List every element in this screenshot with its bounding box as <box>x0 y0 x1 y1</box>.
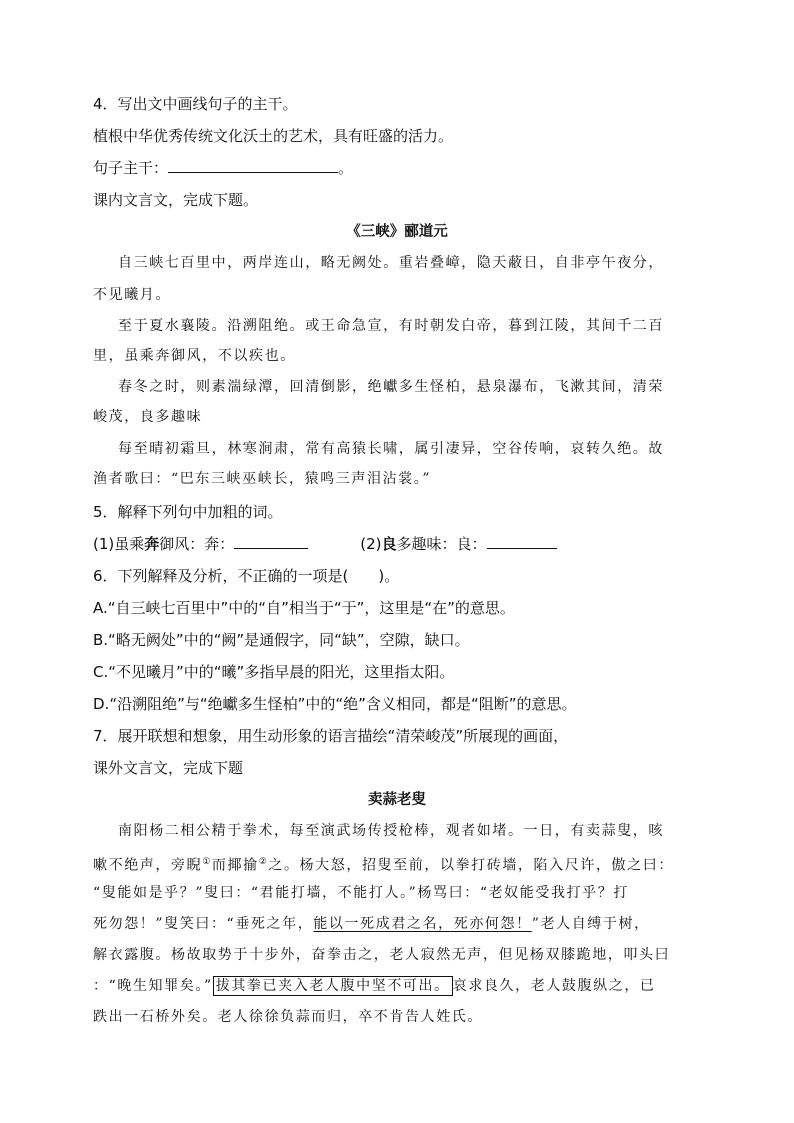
passage2-line3: “叟能如是乎？”叟曰：“君能打墙，不能打人。”杨骂曰：“老奴能受我打乎？打 <box>93 885 629 901</box>
q6-option-a: A.“自三峡七百里中”中的“自”相当于“于”，这里是“在”的意思。 <box>93 599 515 617</box>
q4-answer-blank[interactable] <box>168 158 338 173</box>
q6-option-b: B.“略无阙处”中的“阙”是通假字，同“缺”，空隙，缺口。 <box>93 631 470 649</box>
passage1-para4-line1: 每至晴初霜旦，林寒涧肃，常有高猿长啸，属引凄异，空谷传响，哀转久绝。故 <box>118 441 664 457</box>
q4-answer-line <box>93 158 713 178</box>
passage2-line2-c: 之。杨大怒，招叟至前，以拳打砖墙，陷入尺许，傲之曰： <box>268 857 674 874</box>
q5-item1-bold-word: 奔 <box>144 535 160 553</box>
q5-item1-prefix: (1)虽乘 <box>93 535 145 553</box>
q5-prompt: 5．解释下列句中加粗的词。 <box>93 503 283 521</box>
section2-intro: 课外文言文，完成下题 <box>93 759 244 777</box>
passage1-para1-line1: 自三峡七百里中，两岸连山，略无阙处。重岩叠嶂，隐天蔽日，自非亭午夜分， <box>118 255 664 271</box>
passage2-line1: 南阳杨二相公精于拳术，每至演武场传授枪棒，观者如堵。一日，有卖蒜叟，咳 <box>118 823 664 839</box>
passage2-line5: 解衣露腹。杨故取势于十步外，奋拳击之，老人寂然无声，但见杨双膝跪地，叩头曰 <box>93 947 671 963</box>
q4-answer-end: 。 <box>338 159 354 177</box>
q6-option-d: D.“沿溯阻绝”与“绝巘多生怪柏”中的“绝”含义相同，都是“阻断”的意思。 <box>93 695 577 713</box>
passage1-para4-line2: 渔者歌曰：“巴东三峡巫峡长，猿鸣三声泪沾裳。” <box>93 471 432 487</box>
passage2-line7: 跌出一石桥外矣。老人徐徐负蒜而归，卒不肯告人姓氏。 <box>93 1009 483 1025</box>
q6-option-c: C.“不见曦月”中的“曦”多指早晨的阳光，这里指太阳。 <box>93 663 455 681</box>
passage1-title: 《三峡》郦道元 <box>346 223 448 240</box>
q5-item1-blank[interactable] <box>234 534 308 549</box>
section1-intro: 课内文言文，完成下题。 <box>93 191 259 209</box>
passage1-para1-line2: 不见曦月。 <box>93 287 171 303</box>
boxed-sentence: 拔其拳已夹入老人腹中坚不可出。 <box>213 976 453 996</box>
q5-item2-blank[interactable] <box>487 534 557 549</box>
passage2-line2-a: 嗽不绝声，旁睨 <box>93 857 203 874</box>
passage1-para2-line2: 里，虽乘奔御风，不以疾也。 <box>93 348 296 364</box>
passage2-line6-b: 哀求良久，老人鼓腹纵之，已 <box>452 978 656 994</box>
q4-answer-label: 句子主干： <box>93 159 169 177</box>
passage1-para2-line1: 至于夏水襄陵。沿溯阻绝。或王命急宣，有时朝发白帝，暮到江陵，其间千二百 <box>118 318 664 334</box>
q7-prompt: 7．展开联想和想象，用生动形象的语言描绘“清荣峻茂”所展现的画面， <box>93 727 569 745</box>
q5-item1-suffix: 御风：奔： <box>159 535 235 553</box>
q4-prompt: 4．写出文中画线句子的主干。 <box>93 95 298 113</box>
passage1-para3-line1: 春冬之时，则素湍绿潭，回清倒影，绝巘多生怪柏，悬泉瀑布，飞漱其间，清荣 <box>118 379 664 395</box>
q5-item2-suffix: 多趣味：良： <box>396 535 487 553</box>
q5-item2-prefix: (2) <box>360 535 382 553</box>
passage2-line6 <box>93 976 713 996</box>
passage2-line4-b: ”老人自缚于树， <box>531 916 650 932</box>
q5-items <box>93 534 713 554</box>
passage2-line4 <box>93 914 713 934</box>
underlined-sentence: 能以一死成君之名，死亦何怨！ <box>313 916 532 932</box>
passage2-line2 <box>93 852 713 876</box>
footnote-marker-2: ② <box>258 857 269 867</box>
passage2-line2-b: 而揶揄 <box>211 857 259 874</box>
passage2-line4-a: 死勿怨！”叟笑曰：“垂死之年， <box>93 916 314 932</box>
q4-sentence: 植根中华优秀传统文化沃土的艺术，具有旺盛的活力。 <box>93 127 454 145</box>
q5-item2-bold-word: 良 <box>381 535 397 553</box>
passage2-title: 卖蒜老叟 <box>368 791 426 808</box>
passage1-para3-line2: 峻茂，良多趣味 <box>93 409 203 425</box>
q6-prompt: 6．下列解释及分析，不正确的一项是( )。 <box>93 567 400 585</box>
footnote-marker-1: ① <box>202 857 212 867</box>
passage2-line6-a: ：“晚生知罪矣。” <box>93 978 213 994</box>
